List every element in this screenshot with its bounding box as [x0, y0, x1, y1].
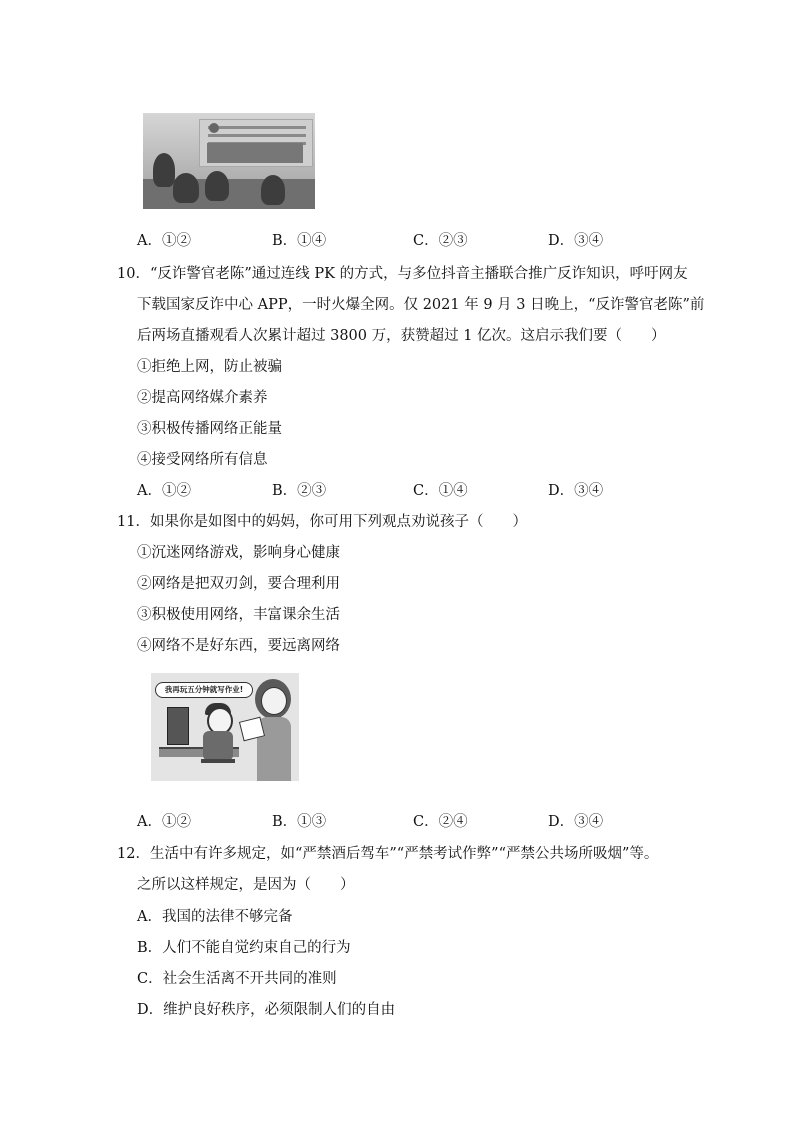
q10-option-d[interactable]: D．③④	[548, 483, 604, 499]
q11-item-2: ②网络是把双刃剑，要合理利用	[137, 576, 340, 592]
q10-option-b[interactable]: B．②③	[272, 483, 327, 499]
q10-item-1: ①拒绝上网，防止被骗	[137, 359, 282, 375]
q11-item-3: ③积极使用网络，丰富课余生活	[137, 607, 340, 623]
q11-option-a[interactable]: A．①②	[137, 814, 191, 830]
q10-item-3: ③积极传播网络正能量	[137, 421, 282, 437]
q9-option-c[interactable]: C．②③	[413, 233, 468, 249]
q10-item-2: ②提高网络媒介素养	[137, 390, 268, 406]
q10-stem-line-3: 后两场直播观看人次累计超过 3800 万，获赞超过 1 亿次。这启示我们要（ ）	[137, 328, 666, 344]
photo-logo	[209, 123, 219, 133]
q12-option-c[interactable]: C．社会生活离不开共同的准则	[137, 971, 337, 987]
q9-option-b[interactable]: B．①④	[272, 233, 327, 249]
q9-option-d[interactable]: D．③④	[548, 233, 604, 249]
q12-option-b[interactable]: B．人们不能自觉约束自己的行为	[137, 940, 351, 956]
q10-stem-line-1: 10．“反诈警官老陈”通过连线 PK 的方式，与多位抖音主播联合推广反诈知识，呼吁网友	[117, 266, 688, 282]
q12-option-d[interactable]: D．维护良好秩序，必须限制人们的自由	[137, 1002, 396, 1018]
q11-option-d[interactable]: D．③④	[548, 814, 604, 830]
q12-option-a[interactable]: A．我国的法律不够完备	[137, 909, 293, 925]
q9-option-a[interactable]: A．①②	[137, 233, 191, 249]
q9-photo	[143, 113, 315, 209]
q10-item-4: ④接受网络所有信息	[137, 452, 268, 468]
cartoon-mother	[261, 687, 287, 715]
q11-option-c[interactable]: C．②④	[413, 814, 468, 830]
q10-option-a[interactable]: A．①②	[137, 483, 191, 499]
q11-stem: 11．如果你是如图中的妈妈，你可用下列观点劝说孩子（ ）	[117, 514, 527, 530]
q10-stem-line-2: 下载国家反诈中心 APP，一时火爆全网。仅 2021 年 9 月 3 日晚上，“反诈警官老陈”前	[137, 297, 705, 313]
q11-cartoon	[151, 673, 299, 781]
q12-stem-line-1: 12．生活中有许多规定，如“严禁酒后驾车”“严禁考试作弊”“严禁公共场所吸烟”等。	[117, 846, 659, 862]
photo-screen	[207, 143, 303, 163]
q11-option-b[interactable]: B．①③	[272, 814, 327, 830]
cartoon-speech-bubble: 我再玩五分钟就写作业!	[155, 682, 253, 698]
cartoon-monitor	[167, 707, 189, 745]
q11-item-4: ④网络不是好东西，要远离网络	[137, 638, 340, 654]
q10-option-c[interactable]: C．①④	[413, 483, 468, 499]
q12-stem-line-2: 之所以这样规定，是因为（ ）	[137, 877, 355, 893]
q11-item-1: ①沉迷网络游戏，影响身心健康	[137, 545, 340, 561]
